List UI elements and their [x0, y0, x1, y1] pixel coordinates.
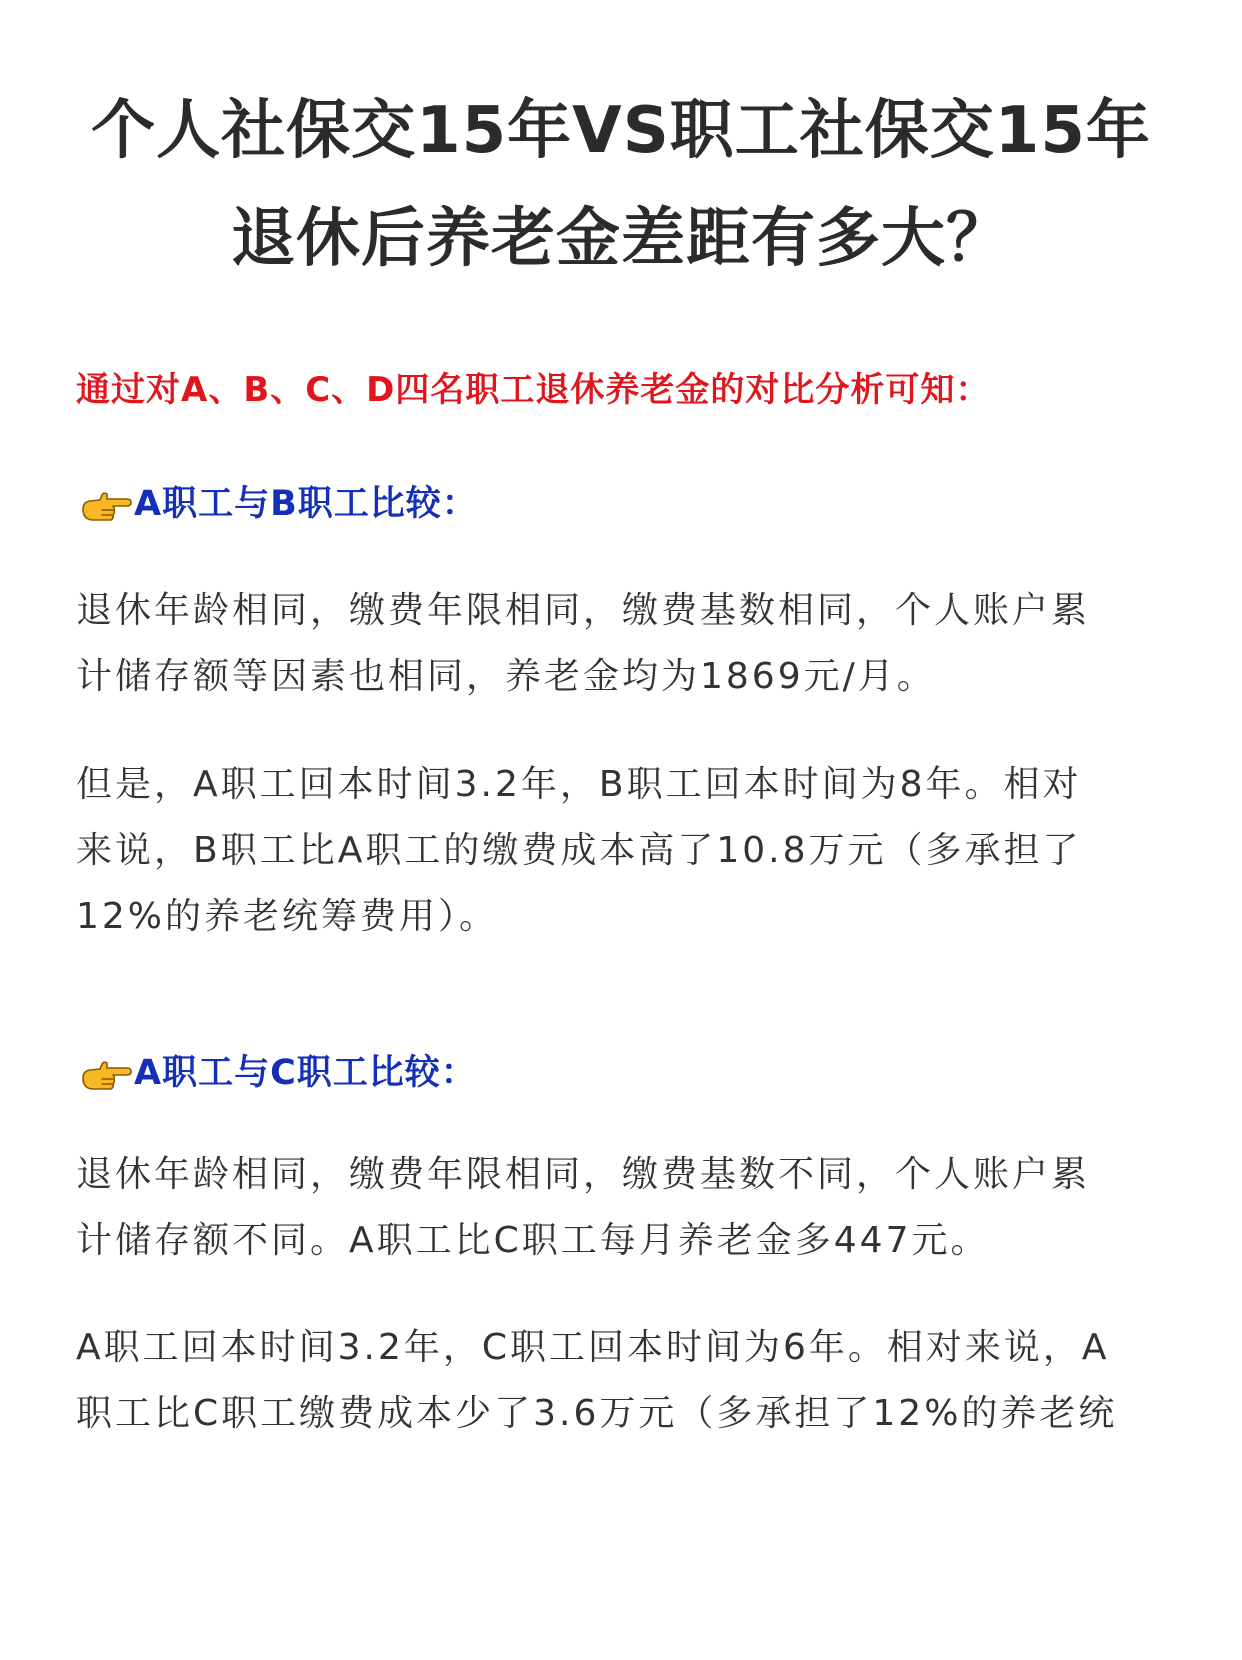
pointing-hand-icon: [80, 1054, 132, 1094]
paragraph-line: 12%的养老统筹费用）。: [76, 896, 499, 937]
section-heading-label: A职工与C职工比较：: [134, 1053, 477, 1093]
paragraph-line: 职工比C职工缴费成本少了3.6万元（多承担了12%的养老统: [76, 1393, 1118, 1434]
page-title-line-1: 个人社保交15年VS职工社保交15年: [91, 94, 1151, 168]
section-heading-a-vs-b: [80, 476, 478, 526]
paragraph-a-vs-c-1: [76, 1142, 1176, 1274]
paragraph-line: 但是，A职工回本时间3.2年，B职工回本时间为8年。相对: [76, 764, 1082, 805]
paragraph-line: 来说，B职工比A职工的缴费成本高了10.8万元（多承担了: [76, 830, 1082, 871]
paragraph-line: 计储存额不同。A职工比C职工每月养老金多447元。: [76, 1220, 990, 1261]
paragraph-line: 计储存额等因素也相同，养老金均为1869元/月。: [76, 656, 936, 697]
paragraph-line: A职工回本时间3.2年，C职工回本时间为6年。相对来说，A: [76, 1327, 1110, 1368]
paragraph-line: 退休年龄相同，缴费年限相同，缴费基数相同，个人账户累: [76, 590, 1091, 631]
paragraph-a-vs-b-2: [76, 752, 1176, 950]
paragraph-a-vs-b-1: [76, 578, 1176, 710]
section-heading-a-vs-c: [80, 1045, 477, 1095]
pointing-hand-icon: [80, 485, 132, 525]
paragraph-a-vs-c-2: [76, 1315, 1176, 1447]
section-heading-label: A职工与B职工比较：: [134, 484, 478, 524]
paragraph-line: 退休年龄相同，缴费年限相同，缴费基数不同，个人账户累: [76, 1154, 1091, 1195]
intro-text: 通过对A、B、C、D四名职工退休养老金的对比分析可知：: [76, 370, 991, 410]
page-title-line-2: 退休后养老金差距有多大？: [231, 202, 1011, 276]
